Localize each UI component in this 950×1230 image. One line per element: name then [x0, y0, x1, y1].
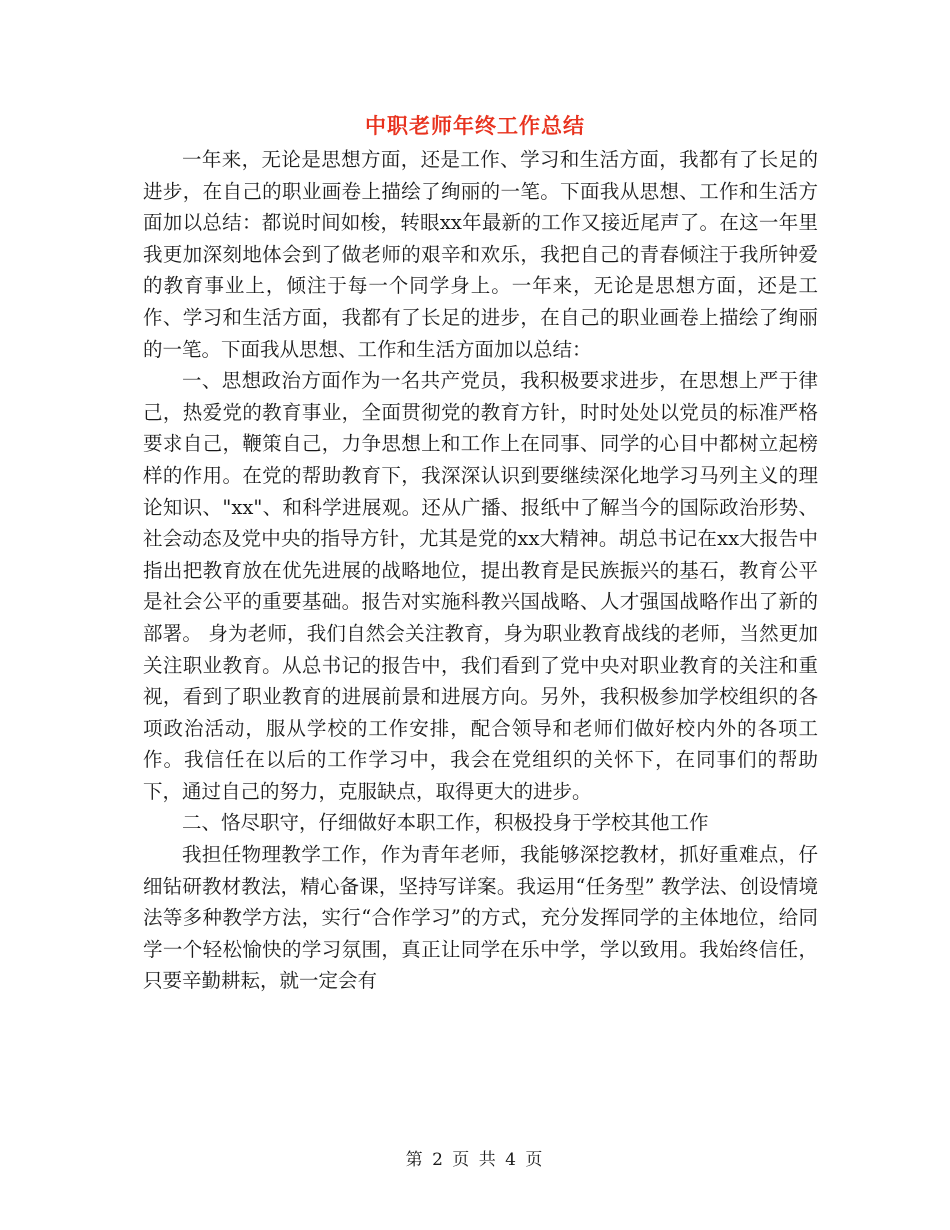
document-title: 中职老师年终工作总结 — [365, 113, 585, 138]
paragraph-politics: 一、思想政治方面作为一名共产党员，我积极要求进步，在思想上严于律己，热爱党的教育事业，全面贯彻党的教育方针，时时处处以党员的标准严格要求自己，鞭策自己，力争思想上和工作上在同事、同学的心目中都树立起榜样的作用。在党的帮助教育下，我深深认识到要继续深化地学习马列主义的理论知识、"xx"、和科学进展观。还从广播、报纸中了解当今的国际政治形势、社会动态及党中央的指导方针，尤其是党的xx大精神。胡总书记在xx大报告中指出把教育放在优先进展的战略地位，提出教育是民族振兴的基石，教育公平是社会公平的重要基础。报告对实施科教兴国战略、人才强国战略作出了新的部署。 身为老师，我们自然会关注教育，身为职业教育战线的老师，当然更加关注职业教育。从总书记的报告中，我们看到了党中央对职业教育的关注和重视，看到了职业教育的进展前景和进展方向。另外，我积极参加学校组织的各项政治活动，服从学校的工作安排，配合领导和老师们做好校内外的各项工作。我信任在以后的工作学习中，我会在党组织的关怀下，在同事们的帮助下，通过自己的努力，克服缺点，取得更大的进步。 — [143, 369, 818, 803]
paragraph-intro: 一年来，无论是思想方面，还是工作、学习和生活方面，我都有了长足的进步，在自己的职业画卷上描绘了绚丽的一笔。下面我从思想、工作和生活方面加以总结：都说时间如梭，转眼xx年最新的工作又接近尾声了。在这一年里我更加深刻地体会到了做老师的艰辛和欢乐，我把自己的青春倾注于我所钟爱的教育事业上，倾注于每一个同学身上。一年来，无论是思想方面，还是工作、学习和生活方面，我都有了长足的进步，在自己的职业画卷上描绘了绚丽的一笔。下面我从思想、工作和生活方面加以总结： — [143, 148, 818, 361]
paragraph-teaching: 我担任物理教学工作，作为青年老师，我能够深挖教材，抓好重难点，仔细钻研教材教法，精心备课，坚持写详案。我运用“任务型” 教学法、创设情境法等多种教学方法，实行“合作学习”的方式，充分发挥同学的主体地位，给同学一个轻松愉快的学习氛围，真正让同学在乐中学，学以致用。我始终信任，只要辛勤耕耘，就一定会有 — [143, 843, 818, 993]
page-number-footer: 第 2 页 共 4 页 — [405, 1150, 545, 1170]
paragraph-section-heading: 二、恪尽职守，仔细做好本职工作，积极投身于学校其他工作 — [182, 811, 709, 835]
document-body — [143, 144, 818, 997]
